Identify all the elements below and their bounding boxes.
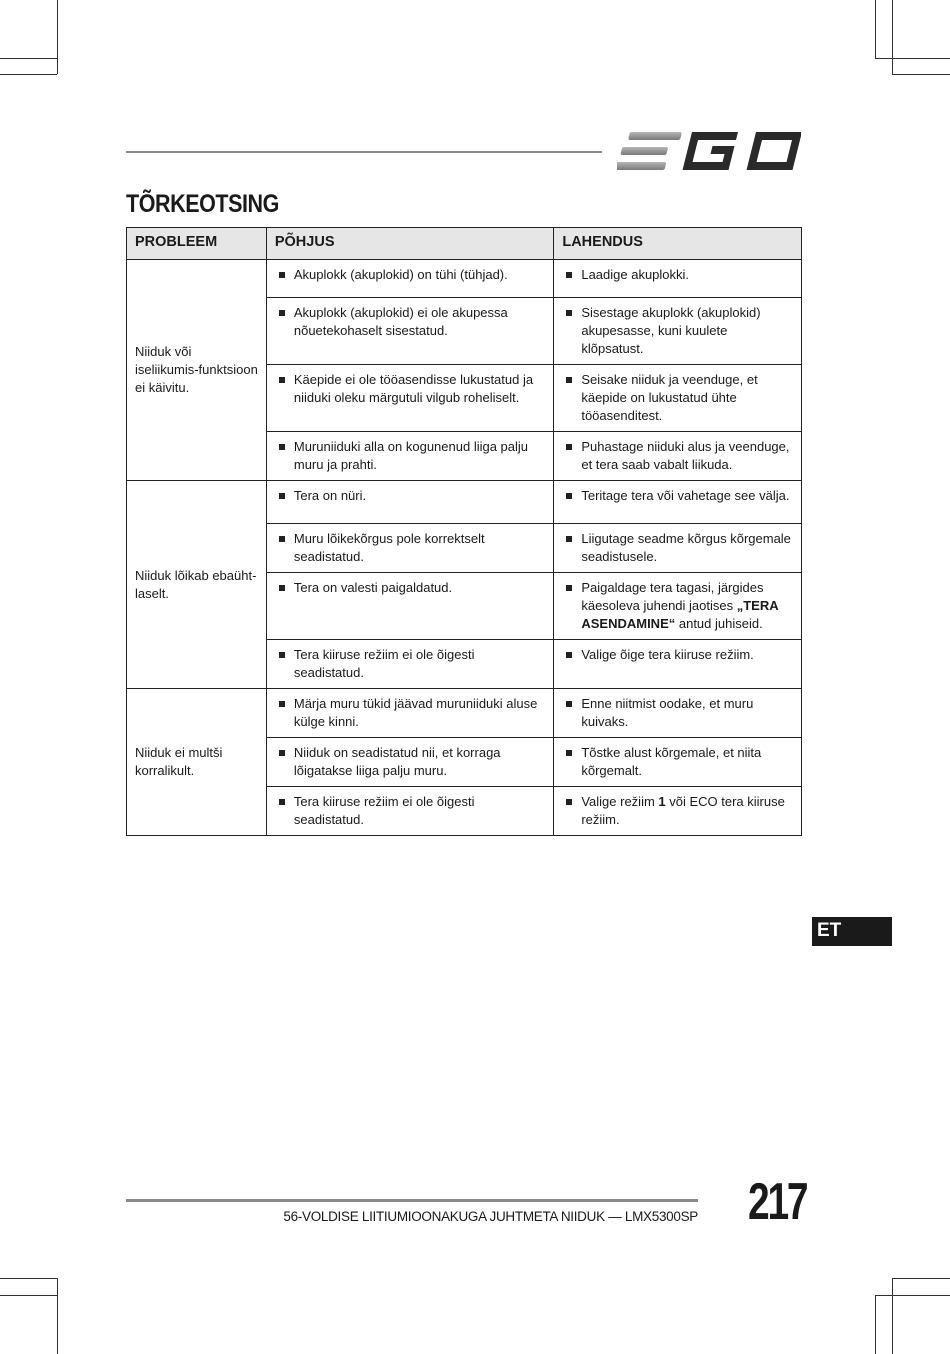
cause-cell [266,787,553,836]
bullet-icon [279,377,285,383]
header-rule [126,151,602,153]
cause-cell [266,481,553,524]
solution-cell [554,298,802,365]
language-tab: ET [812,917,892,946]
solution-text: Sisestage akuplokk (akuplokid) akupesasse, kuni kuulete klõpsatust. [581,305,761,356]
bullet-icon [279,272,285,278]
bullet-icon [566,536,572,542]
cause-cell [266,524,553,573]
solution-text: Teritage tera või vahetage see välja. [581,488,790,503]
bullet-icon [279,701,285,707]
solution-cell [554,640,802,689]
cause-text: Muru lõikekõrgus pole korrektselt seadistatud. [293,531,485,564]
crop-mark [0,1278,57,1279]
bullet-icon [279,536,285,542]
bullet-icon [566,310,572,316]
cause-cell [266,640,553,689]
solution-text: Tõstke alust kõrgemale, et niita kõrgemalt. [581,745,762,778]
bullet-icon [279,585,285,591]
problem-text: Niiduk või iseliikumis-funktsioon ei käivitu. [135,344,258,395]
bullet-icon [279,493,285,499]
crop-mark [57,0,58,74]
table-row [127,689,802,738]
solution-text-part: Paigaldage tera tagasi, järgides käesoleva juhendi jaotises [581,580,764,613]
bullet-icon [566,377,572,383]
table-row [127,481,802,524]
crop-mark [892,1278,893,1354]
problem-text: Niiduk lõikab ebaüht-laselt. [135,567,257,601]
cause-cell [266,738,553,787]
cause-text: Akuplokk (akuplokid) ei ole akupessa nõuetekohaselt sisestatud. [293,305,508,338]
solution-text: Enne niitmist oodake, et muru kuivaks. [581,696,754,729]
solution-cell [554,524,802,573]
crop-mark [892,0,893,74]
cause-text: Tera kiiruse režiim ei ole õigesti seadistatud. [293,647,475,680]
column-header-solution: LAHENDUS [554,228,802,260]
crop-mark [875,1295,876,1354]
problem-cell [127,689,267,836]
table-row [127,260,802,298]
cause-text: Muruniiduki alla on kogunenud liiga palju muru ja prahti. [293,439,529,472]
page-number: 217 [748,1173,807,1231]
problem-text: Niiduk ei multši korralikult. [135,745,223,778]
solution-cell [554,689,802,738]
crop-mark [0,58,57,59]
cause-text: Tera on nüri. [293,488,367,503]
bullet-icon [279,652,285,658]
solution-cell [554,738,802,787]
solution-text: Liigutage seadme kõrgus kõrgemale seadistusele. [581,531,791,564]
mode-number: 1 [658,794,666,809]
bullet-icon [279,750,285,756]
crop-mark [0,74,57,75]
crop-mark [892,1278,950,1279]
crop-mark [875,58,950,59]
ego-logo [617,128,801,174]
cause-text: Niiduk on seadistatud nii, et korraga lõigatakse liiga palju muru. [293,745,501,778]
solution-cell [554,481,802,524]
troubleshooting-table [126,227,802,836]
cause-text: Tera kiiruse režiim ei ole õigesti seadistatud. [293,794,475,827]
cause-cell [266,260,553,298]
cause-cell [266,365,553,432]
bullet-icon [566,799,572,805]
crop-mark [0,1295,57,1296]
solution-cell [554,365,802,432]
bullet-icon [566,701,572,707]
crop-mark [57,1278,58,1354]
bullet-icon [279,310,285,316]
solution-text-part: Valige režiim [581,794,659,809]
bullet-icon [566,493,572,499]
bullet-icon [279,444,285,450]
solution-text-part: või ECO tera kiiruse režiim. [581,794,785,827]
solution-text: Valige õige tera kiiruse režiim. [581,647,754,662]
solution-text: Seisake niiduk ja veenduge, et käepide on lukustatud ühte tööasenditest. [581,372,758,423]
cause-cell [266,689,553,738]
table-header-row [127,228,802,260]
section-reference: „TERA ASENDAMINE“ [581,598,779,631]
bullet-icon [279,799,285,805]
solution-cell [554,260,802,298]
bullet-icon [566,585,572,591]
bullet-icon [566,272,572,278]
cause-text: Akuplokk (akuplokid) on tühi (tühjad). [293,267,508,282]
column-header-cause: PÕHJUS [266,228,553,260]
column-header-problem: PROBLEEM [127,228,267,260]
solution-text: Puhastage niiduki alus ja veenduge, et tera saab vabalt liikuda. [581,439,790,472]
solution-text [581,793,793,829]
crop-mark [875,1295,950,1296]
footer-rule [126,1199,698,1202]
solution-text [581,579,793,633]
crop-mark [892,74,950,75]
solution-cell [554,432,802,481]
crop-mark [875,0,876,58]
problem-cell [127,260,267,481]
footer-product-name: 56-VOLDISE LIITIUMIOONAKUGA JUHTMETA NIIDUK — LMX5300SP [283,1209,698,1224]
solution-text-part: antud juhiseid. [675,616,763,631]
cause-text: Märja muru tükid jäävad muruniiduki aluse külge kinni. [293,696,538,729]
cause-text: Tera on valesti paigaldatud. [293,580,453,595]
problem-cell [127,481,267,689]
cause-text: Käepide ei ole tööasendisse lukustatud ja niiduki oleku märgutuli vilgub roheliselt. [293,372,534,405]
cause-cell [266,298,553,365]
solution-text: Laadige akuplokki. [581,267,690,282]
bullet-icon [566,444,572,450]
page-title: TÕRKEOTSING [126,190,279,218]
bullet-icon [566,652,572,658]
solution-cell [554,573,802,640]
bullet-icon [566,750,572,756]
cause-cell [266,573,553,640]
cause-cell [266,432,553,481]
solution-cell [554,787,802,836]
